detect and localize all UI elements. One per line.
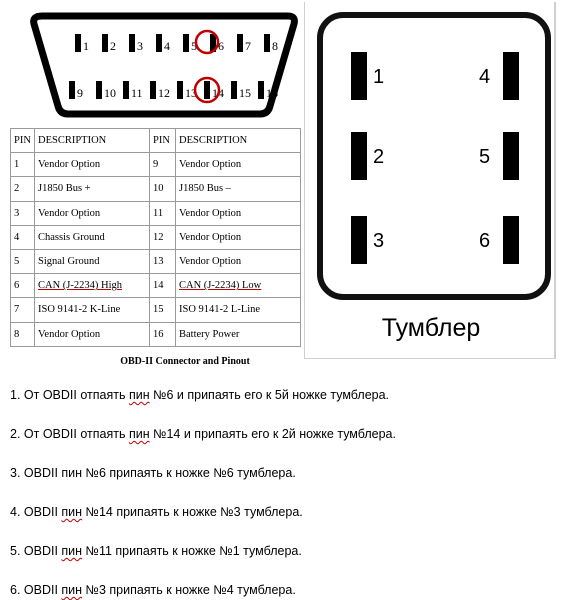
table-cell-pin: 16 bbox=[150, 322, 176, 346]
table-cell-description: ISO 9141-2 K-Line bbox=[35, 298, 150, 322]
switch-title: Тумблер bbox=[381, 314, 481, 342]
instruction-step-1 bbox=[10, 388, 389, 402]
instruction-step-5 bbox=[10, 544, 302, 558]
connector-top-pin-5 bbox=[183, 34, 189, 52]
spellcheck-word: пин bbox=[128, 427, 150, 441]
connector-top-pin-7 bbox=[237, 34, 243, 52]
table-row bbox=[11, 274, 301, 298]
connector-pin-label-11: 11 bbox=[131, 86, 143, 100]
table-cell-description: Vendor Option bbox=[35, 153, 150, 177]
header-pin: PIN bbox=[150, 129, 176, 153]
connector-pin-label-1: 1 bbox=[83, 39, 89, 53]
connector-bottom-pin-14 bbox=[204, 81, 210, 99]
table-cell-description: Signal Ground bbox=[35, 249, 150, 273]
switch-body-outline bbox=[317, 12, 551, 300]
switch-pin-5 bbox=[503, 132, 519, 180]
connector-pin-label-9: 9 bbox=[77, 86, 83, 100]
spellcheck-word: пин bbox=[61, 505, 83, 519]
table-cell-pin: 6 bbox=[11, 274, 35, 298]
table-row bbox=[11, 298, 301, 322]
connector-top-pin-3 bbox=[129, 34, 135, 52]
obd-connector-diagram bbox=[20, 10, 300, 120]
connector-bottom-pin-10 bbox=[96, 81, 102, 99]
connector-pin-label-12: 12 bbox=[158, 86, 170, 100]
table-cell-pin: 11 bbox=[150, 201, 176, 225]
obd-caption: OBD-II Connector and Pinout bbox=[120, 356, 250, 367]
connector-pin-label-6: 6 bbox=[218, 39, 224, 53]
table-row bbox=[11, 177, 301, 201]
instruction-text: 4. OBDII bbox=[10, 505, 62, 519]
connector-top-pin-2 bbox=[102, 34, 108, 52]
connector-pin-label-15: 15 bbox=[239, 86, 251, 100]
table-cell-description: Vendor Option bbox=[35, 322, 150, 346]
instruction-text: №14 и припаять его к 2й ножке тумблера. bbox=[149, 427, 396, 441]
pinout-table bbox=[10, 128, 301, 347]
table-header-row bbox=[11, 129, 301, 153]
table-cell-pin: 12 bbox=[150, 225, 176, 249]
connector-pin-label-4: 4 bbox=[164, 39, 170, 53]
table-cell-description: Vendor Option bbox=[35, 201, 150, 225]
instruction-text: №11 припаять к ножке №1 тумблера. bbox=[82, 544, 302, 558]
connector-pin-label-10: 10 bbox=[104, 86, 116, 100]
instruction-text: 2. От OBDII отпаять bbox=[10, 427, 129, 441]
table-cell-description: CAN (J-2234) High bbox=[35, 274, 150, 298]
table-cell-description: CAN (J-2234) Low bbox=[176, 274, 301, 298]
instruction-text: №14 припаять к ножке №3 тумблера. bbox=[82, 505, 303, 519]
instruction-text: №3 припаять к ножке №4 тумблера. bbox=[82, 583, 296, 597]
instruction-text: 6. OBDII bbox=[10, 583, 62, 597]
switch-pin-label-6: 6 bbox=[479, 230, 491, 252]
header-description: DESCRIPTION bbox=[35, 129, 150, 153]
table-cell-pin: 13 bbox=[150, 249, 176, 273]
header-pin: PIN bbox=[11, 129, 35, 153]
switch-pin-label-1: 1 bbox=[373, 66, 385, 88]
connector-pin-label-8: 8 bbox=[272, 39, 278, 53]
connector-bottom-pin-11 bbox=[123, 81, 129, 99]
table-cell-description: Vendor Option bbox=[176, 201, 301, 225]
table-cell-pin: 7 bbox=[11, 298, 35, 322]
connector-pin-label-13: 13 bbox=[185, 86, 197, 100]
switch-pin-4 bbox=[503, 52, 519, 100]
table-cell-description: Chassis Ground bbox=[35, 225, 150, 249]
connector-pin-label-5: 5 bbox=[191, 39, 197, 53]
obd-ii-figure bbox=[14, 10, 300, 367]
switch-pin-1 bbox=[351, 52, 367, 100]
table-cell-pin: 8 bbox=[11, 322, 35, 346]
switch-pin-3 bbox=[351, 216, 367, 264]
connector-pin-label-16: 16 bbox=[266, 86, 278, 100]
switch-pin-label-4: 4 bbox=[479, 66, 491, 88]
table-cell-description: ISO 9141-2 L-Line bbox=[176, 298, 301, 322]
instruction-step-4 bbox=[10, 505, 303, 519]
table-cell-description: J1850 Bus – bbox=[176, 177, 301, 201]
header-description: DESCRIPTION bbox=[176, 129, 301, 153]
table-row bbox=[11, 249, 301, 273]
table-cell-pin: 14 bbox=[150, 274, 176, 298]
switch-pin-label-5: 5 bbox=[479, 146, 491, 168]
connector-bottom-pin-16 bbox=[258, 81, 264, 99]
switch-pin-6 bbox=[503, 216, 519, 264]
instruction-text: 1. От OBDII отпаять bbox=[10, 388, 129, 402]
table-cell-description: Vendor Option bbox=[176, 153, 301, 177]
table-cell-pin: 3 bbox=[11, 201, 35, 225]
switch-pin-label-3: 3 bbox=[373, 230, 385, 252]
table-row bbox=[11, 201, 301, 225]
instruction-step-2 bbox=[10, 427, 396, 441]
spellcheck-word: пин bbox=[128, 388, 150, 402]
instruction-text: 5. OBDII bbox=[10, 544, 62, 558]
switch-pin-label-2: 2 bbox=[373, 146, 385, 168]
table-cell-pin: 9 bbox=[150, 153, 176, 177]
table-cell-pin: 15 bbox=[150, 298, 176, 322]
table-cell-pin: 5 bbox=[11, 249, 35, 273]
connector-pin-label-14: 14 bbox=[212, 86, 224, 100]
spellcheck-word: пин bbox=[61, 544, 83, 558]
connector-bottom-pin-12 bbox=[150, 81, 156, 99]
table-cell-pin: 10 bbox=[150, 177, 176, 201]
connector-bottom-pin-13 bbox=[177, 81, 183, 99]
spellcheck-word: пин bbox=[61, 583, 83, 597]
table-cell-pin: 1 bbox=[11, 153, 35, 177]
table-cell-pin: 4 bbox=[11, 225, 35, 249]
toggle-switch-figure bbox=[304, 2, 556, 359]
connector-bottom-pin-9 bbox=[69, 81, 75, 99]
table-cell-pin: 2 bbox=[11, 177, 35, 201]
table-row bbox=[11, 225, 301, 249]
connector-top-pin-4 bbox=[156, 34, 162, 52]
switch-pin-2 bbox=[351, 132, 367, 180]
table-row bbox=[11, 153, 301, 177]
table-cell-description: Vendor Option bbox=[176, 225, 301, 249]
instruction-step-6 bbox=[10, 583, 296, 597]
table-row bbox=[11, 322, 301, 346]
connector-bottom-pin-15 bbox=[231, 81, 237, 99]
table-cell-description: Vendor Option bbox=[176, 249, 301, 273]
connector-pin-label-7: 7 bbox=[245, 39, 251, 53]
connector-top-pin-8 bbox=[264, 34, 270, 52]
table-cell-description: J1850 Bus + bbox=[35, 177, 150, 201]
instruction-text: 3. OBDII пин №6 припаять к ножке №6 тумблера. bbox=[10, 466, 296, 480]
instruction-text: №6 и припаять его к 5й ножке тумблера. bbox=[149, 388, 390, 402]
connector-top-pin-1 bbox=[75, 34, 81, 52]
connector-pin-label-2: 2 bbox=[110, 39, 116, 53]
instruction-step-3 bbox=[10, 466, 296, 480]
connector-pin-label-3: 3 bbox=[137, 39, 143, 53]
table-cell-description: Battery Power bbox=[176, 322, 301, 346]
